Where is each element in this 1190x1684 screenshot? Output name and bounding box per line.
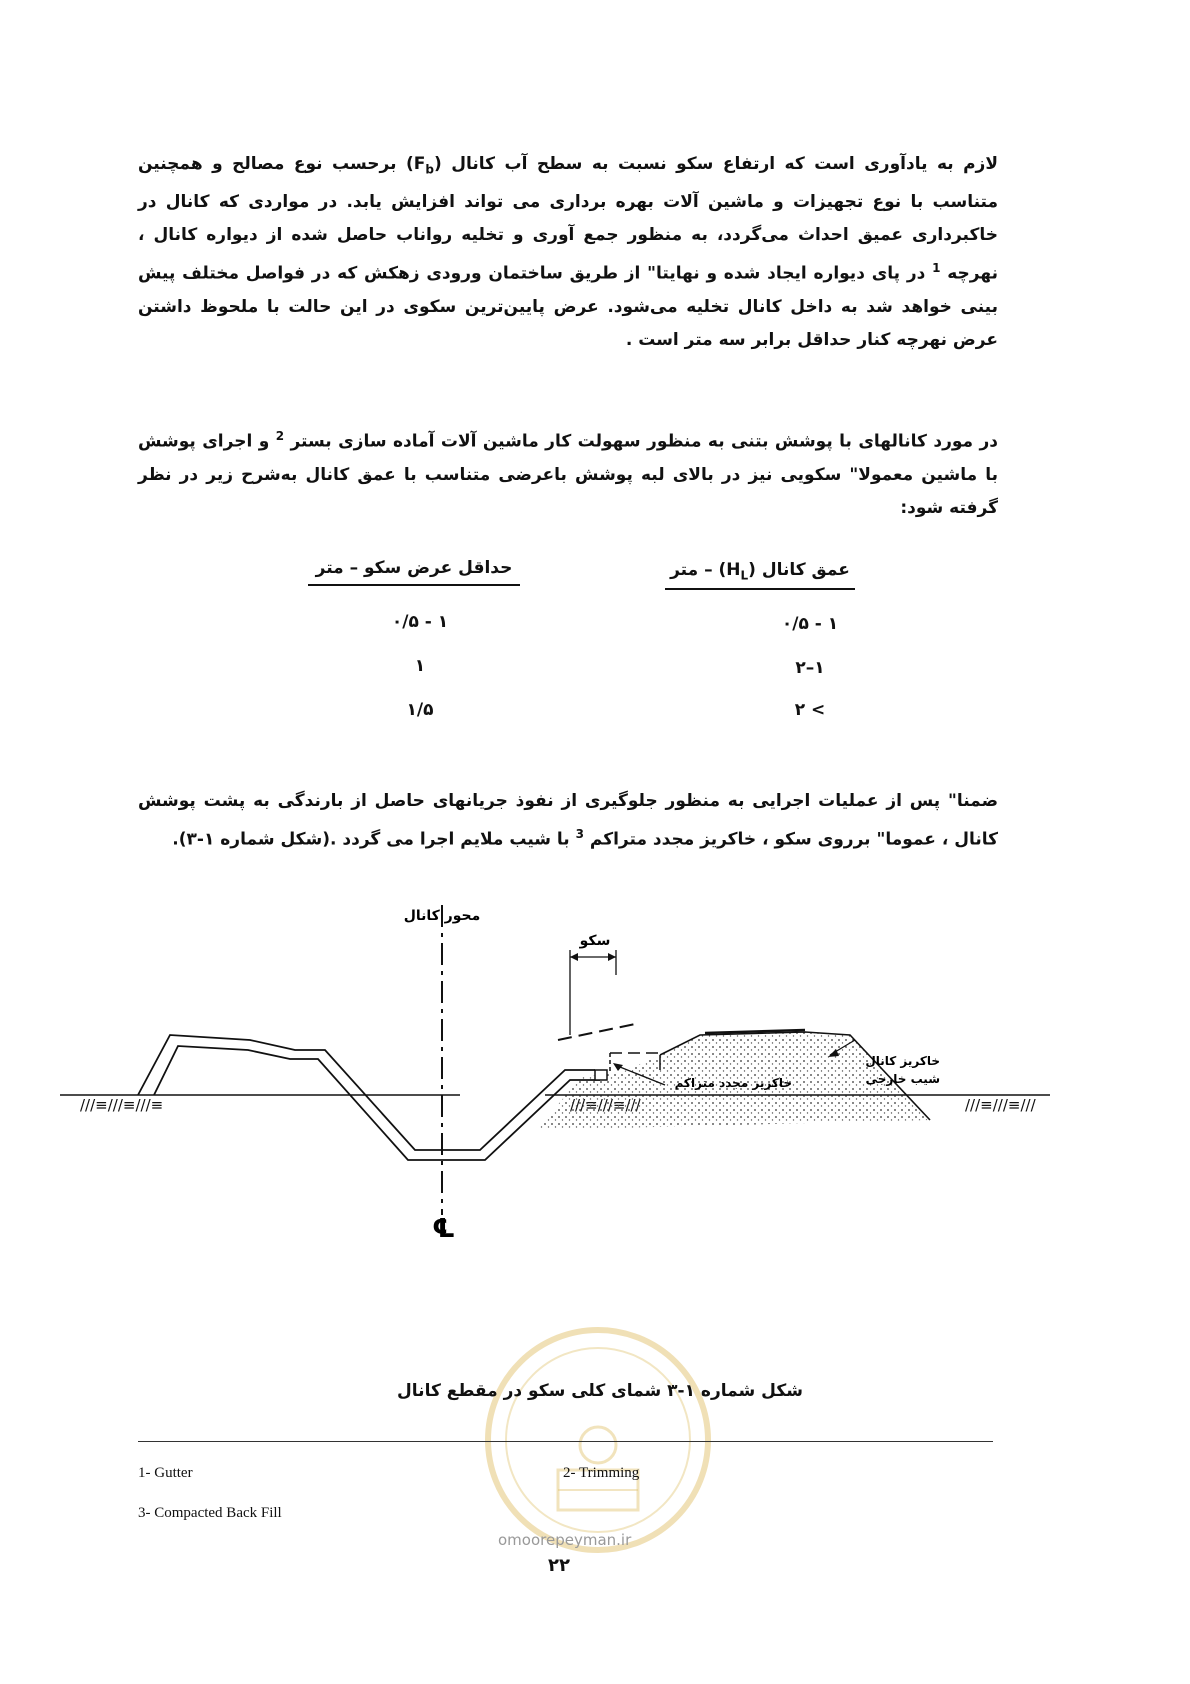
bank-label-1: خاکریز کانال xyxy=(865,1054,940,1068)
p1-text-b: ) برحسب نوع مصالح و همچنین متناسب با نوع تجهیزات و ماشین آلات بهره برداری می تواند افزایش یابد. در مواردی که کانال در خاکبرداری عمیق احداث می‌گردد، به منظور جمع آوری و تخلیه رواناب حاصل شده از دیواره کانال ، نهرچه xyxy=(138,154,998,285)
table-cell-depth-3: > ۲ xyxy=(794,700,826,720)
page-number: ۲۲ xyxy=(548,1555,570,1576)
svg-text:///≡///≡///≡: ///≡///≡///≡ xyxy=(80,1096,164,1114)
p2-text-b: و اجرای پوشش با ماشین معمولا" سکویی نیز در بالای لبه پوشش باعرضی متناسب با عمق کانال به‌شرح زیر در نظر گرفته شود: xyxy=(138,431,998,518)
canal-lining xyxy=(138,1035,600,1160)
bank-label-2: شیب خارجی xyxy=(865,1072,940,1086)
footnote-divider xyxy=(138,1441,993,1442)
berm-marker xyxy=(570,950,660,1080)
footnote-3: 3- Compacted Back Fill xyxy=(138,1505,282,1521)
footnote-ref-1: 1 xyxy=(932,261,941,276)
watermark-logo xyxy=(478,1320,718,1560)
p3-text-b: با شیب ملایم اجرا می گردد .(شکل شماره ۱-۳). xyxy=(172,829,570,850)
table-cell-depth-2: ۱–۲ xyxy=(795,658,825,678)
table-header-depth: عمق کانال $(H_L)$ – متر xyxy=(665,560,855,590)
footnote-2: 2- Trimming xyxy=(563,1465,640,1481)
footnote-1: 1- Gutter xyxy=(138,1465,193,1481)
footnote-ref-3: 3 xyxy=(575,827,584,841)
paragraph-compacted-backfill xyxy=(138,785,998,857)
p1-text-c: در پای دیواره ایجاد شده و نهایتا" از طریق ساختمان ورودی زهکش که در فواصل مختلف پیش بینی خواهد شد به داخل کانال تخلیه می‌شود. عرض پایین‌ترین سکوی در این حالت با ملحوظ داشتن عرض نهرچه کنار حداقل برابر سه متر است . xyxy=(138,264,998,351)
svg-text:///≡///≡///: ///≡///≡/// xyxy=(965,1096,1036,1114)
p1-text-a: لازم به یادآوری است که ارتفاع سکو نسبت به سطح آب کانال (F xyxy=(413,154,999,174)
footnote-ref-2: 2 xyxy=(275,429,285,443)
table-header-min-width: حداقل عرض سکو – متر xyxy=(308,558,520,586)
ground-line-left xyxy=(60,1095,460,1114)
table-cell-width-3: ۱/۵ xyxy=(406,700,434,720)
watermark-url: omoorepeyman.ir xyxy=(498,1531,632,1549)
backfill-label: خاکریز مجدد متراکم xyxy=(674,1076,792,1090)
paragraph-concrete-lining xyxy=(138,420,998,525)
table-cell-depth-1: ۱ - ۰/۵ xyxy=(781,614,839,634)
paragraph-berm-height xyxy=(138,148,998,357)
figure-caption: شکل شماره ۱-۳ شمای کلی سکو در مقطع کانال xyxy=(397,1381,803,1401)
p3-text-a: ضمنا" پس از عملیات اجرایی به منظور جلوگیری از نفوذ جریانهای حاصل از بارندگی به پشت پوشش کانال ، عموما" برروی سکو ، خاکریز مجدد متراکم xyxy=(138,791,998,850)
p2-text-a: در مورد کانالهای با پوشش بتنی به منظور سهولت کار ماشین آلات آماده سازی بستر xyxy=(290,431,998,452)
table-cell-width-1: ۱ - ۰/۵ xyxy=(391,612,449,632)
p1-sub-b: b xyxy=(425,162,434,177)
canal-cross-section-diagram xyxy=(60,905,1060,1325)
centerline-symbol: ℄ xyxy=(432,1214,456,1244)
axis-label: محور کانال xyxy=(403,908,481,924)
berm-label: سکو xyxy=(579,933,611,949)
table-cell-width-2: ۱ xyxy=(414,656,426,676)
